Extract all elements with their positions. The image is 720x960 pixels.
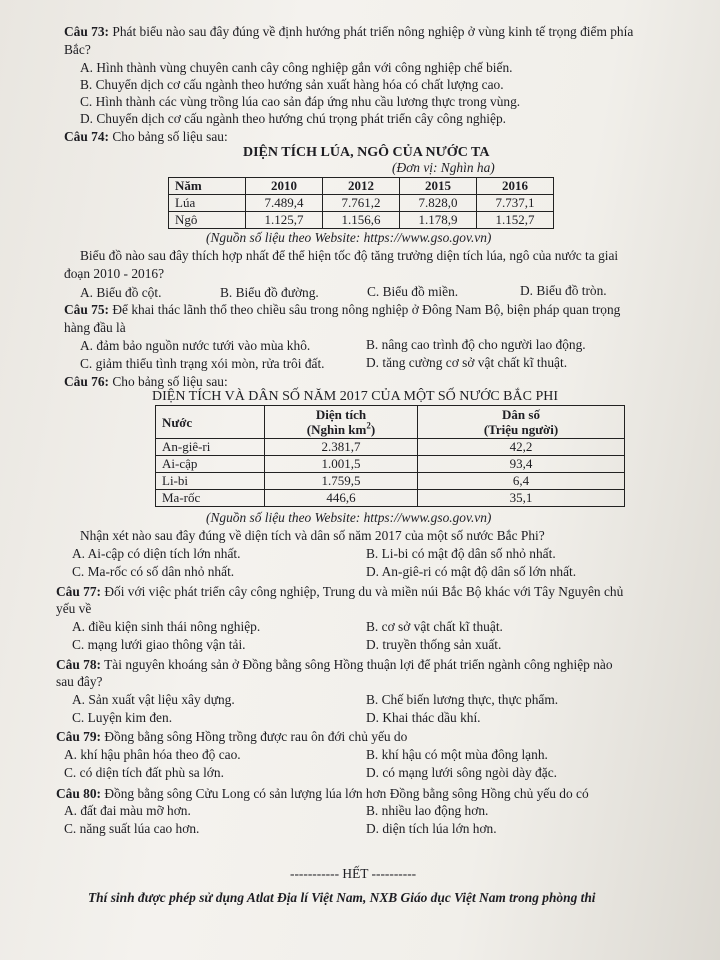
area-header: Diện tích: [315, 407, 367, 422]
table-cell: 7.489,4: [246, 195, 323, 212]
question-77: [56, 584, 623, 600]
table-cell: 35,1: [418, 490, 625, 507]
question-label: Câu 77:: [56, 584, 102, 599]
question-text: Đồng bằng sông Hồng trồng được rau ôn đới chủ yếu do: [104, 729, 408, 744]
table-row: [169, 212, 554, 229]
header-cell: Năm: [169, 178, 246, 195]
area-unit-text: (Nghìn km: [306, 422, 367, 437]
table-cell: An-giê-ri: [156, 439, 265, 456]
north-africa-table: [155, 405, 625, 507]
table-cell: Ma-rốc: [156, 490, 265, 507]
table-row: [156, 473, 625, 490]
header-cell: 2015: [400, 178, 477, 195]
option-c: C. Ma-rốc có số dân nhỏ nhất.: [72, 564, 235, 579]
option-c: C. Biểu đồ miền.: [367, 284, 459, 299]
table-cell: 1.178,9: [400, 212, 477, 229]
option-b: B. Chuyển dịch cơ cấu ngành theo hướng sản xuất hàng hóa có chất lượng cao.: [80, 77, 504, 92]
question-text: Phát biểu nào sau đây đúng về định hướng phát triển nông nghiệp ở vùng kinh tế trọng điểm phía: [112, 24, 634, 39]
question-73: [64, 24, 633, 40]
question-text: Đồng bằng sông Cửu Long có sản lượng lúa lớn hơn Đồng bằng sông Hồng chủ yếu do có: [104, 786, 589, 801]
population-unit: (Triệu người): [483, 422, 559, 437]
header-cell: [265, 406, 418, 439]
table-cell: Li-bi: [156, 473, 265, 490]
table-row: [169, 195, 554, 212]
table-cell: 7.737,1: [477, 195, 554, 212]
table-title: DIỆN TÍCH LÚA, NGÔ CỦA NƯỚC TA: [243, 145, 490, 160]
population-header: Dân số: [502, 407, 540, 422]
option-c: C. mạng lưới giao thông vận tải.: [72, 637, 246, 652]
table-cell: 1.156,6: [323, 212, 400, 229]
option-a: A. Ai-cập có diện tích lớn nhất.: [72, 546, 241, 561]
option-a: A. Biểu đồ cột.: [80, 285, 162, 300]
question-75-cont: hàng đầu là: [64, 320, 126, 335]
option-c: C. Hình thành các vùng trồng lúa cao sản đáp ứng nhu cầu lương thực trong vùng.: [80, 94, 521, 109]
question-text: Để khai thác lãnh thổ theo chiều sâu trong nông nghiệp ở Đông Nam Bộ, biện pháp quan trọng: [112, 302, 621, 317]
header-cell: Nước: [156, 406, 265, 439]
question-74-cont: đoạn 2010 - 2016?: [64, 266, 165, 281]
question-label: Câu 73:: [64, 24, 110, 39]
option-a: A. Sản xuất vật liệu xây dựng.: [72, 692, 235, 707]
table-source: (Nguồn số liệu theo Website: https://www.gso.gov.vn): [206, 510, 492, 525]
area-unit-close: ): [370, 422, 376, 437]
question-text: Tài nguyên khoáng sản ở Đồng bằng sông Hồng thuận lợi để phát triển ngành công nghiệp nào: [104, 657, 613, 672]
question-79: [56, 729, 407, 745]
table-cell: 93,4: [418, 456, 625, 473]
end-marker: ----------- HẾT ----------: [290, 866, 417, 881]
option-d: D. truyền thống sản xuất.: [366, 637, 502, 652]
question-label: Câu 79:: [56, 729, 102, 744]
table-cell: 2.381,7: [265, 439, 418, 456]
question-76-text: Nhận xét nào sau đây đúng về diện tích và dân số năm 2017 của một số nước Bắc Phi?: [80, 528, 545, 543]
question-label: Câu 74:: [64, 129, 110, 144]
question-77-cont: yếu về: [56, 601, 92, 616]
table-source: (Nguồn số liệu theo Website: https://www.gso.gov.vn): [206, 230, 492, 245]
area-unit-sup: 2: [366, 420, 371, 431]
question-text: Cho bảng số liệu sau:: [112, 374, 228, 389]
header-cell: 2016: [477, 178, 554, 195]
question-75: [64, 302, 620, 318]
option-b: B. Biểu đồ đường.: [220, 285, 319, 300]
option-d: D. có mạng lưới sông ngòi dày đặc.: [366, 765, 557, 780]
question-76: [64, 374, 228, 390]
option-d: D. Chuyển dịch cơ cấu ngành theo hướng chú trọng phát triển cây công nghiệp.: [80, 111, 507, 126]
table-row: [156, 439, 625, 456]
option-b: B. nâng cao trình độ cho người lao động.: [366, 337, 586, 352]
question-label: Câu 76:: [64, 374, 110, 389]
question-label: Câu 75:: [64, 302, 110, 317]
option-c: C. có diện tích đất phù sa lớn.: [64, 765, 224, 780]
option-c: C. năng suất lúa cao hơn.: [64, 821, 200, 836]
option-a: A. đảm bảo nguồn nước tưới vào mùa khô.: [80, 338, 311, 353]
table-cell: Lúa: [169, 195, 246, 212]
table-cell: 7.828,0: [400, 195, 477, 212]
option-a: A. điều kiện sinh thái nông nghiệp.: [72, 619, 261, 634]
option-d: D. diện tích lúa lớn hơn.: [366, 821, 497, 836]
table-cell: 1.125,7: [246, 212, 323, 229]
option-d: D. tăng cường cơ sở vật chất kĩ thuật.: [366, 355, 568, 370]
table-cell: Ngô: [169, 212, 246, 229]
table-cell: 446,6: [265, 490, 418, 507]
table-cell: 1.001,5: [265, 456, 418, 473]
option-d: D. Biểu đồ tròn.: [520, 283, 607, 298]
table-cell: Ai-cập: [156, 456, 265, 473]
option-d: D. Khai thác dầu khí.: [366, 710, 481, 725]
option-c: C. giảm thiểu tình trạng xói mòn, rửa trôi đất.: [80, 356, 325, 371]
table-cell: 42,2: [418, 439, 625, 456]
option-c: C. Luyện kim đen.: [72, 710, 173, 725]
table-cell: 1.152,7: [477, 212, 554, 229]
option-b: B. khí hậu có một mùa đông lạnh.: [366, 747, 548, 762]
option-a: A. khí hậu phân hóa theo độ cao.: [64, 747, 241, 762]
question-78: [56, 657, 613, 673]
question-label: Câu 78:: [56, 657, 102, 672]
question-73-cont: Bắc?: [64, 42, 91, 57]
question-80: [56, 786, 589, 802]
header-cell: 2010: [246, 178, 323, 195]
header-cell: [418, 406, 625, 439]
question-74-text: Biểu đồ nào sau đây thích hợp nhất để thể hiện tốc độ tăng trưởng diện tích lúa, ngô của nước ta giai: [80, 248, 619, 263]
table-row: [156, 456, 625, 473]
option-b: B. Li-bi có mật độ dân số nhỏ nhất.: [366, 546, 556, 561]
option-b: B. Chế biến lương thực, thực phẩm.: [366, 692, 559, 707]
option-a: A. Hình thành vùng chuyên canh cây công nghiệp gắn với công nghiệp chế biến.: [80, 60, 513, 75]
question-78-cont: sau đây?: [56, 674, 103, 689]
table-cell: 7.761,2: [323, 195, 400, 212]
table-cell: 6,4: [418, 473, 625, 490]
question-74: [64, 129, 228, 145]
rice-corn-table: [168, 177, 554, 229]
option-a: A. đất đai màu mỡ hơn.: [64, 803, 191, 818]
exam-note: Thí sinh được phép sử dụng Atlat Địa lí Việt Nam, NXB Giáo dục Việt Nam trong phòng thi: [88, 890, 596, 905]
header-cell: 2012: [323, 178, 400, 195]
question-text: Đối với việc phát triển cây công nghiệp, Trung du và miền núi Bắc Bộ khác với Tây Nguyên chủ: [104, 584, 624, 599]
question-text: Cho bảng số liệu sau:: [112, 129, 228, 144]
table-header-row: [169, 178, 554, 195]
table-unit: (Đơn vị: Nghìn ha): [392, 160, 495, 175]
table-row: [156, 490, 625, 507]
option-b: B. nhiều lao động hơn.: [366, 803, 489, 818]
area-unit: [271, 422, 411, 437]
option-b: B. cơ sở vật chất kĩ thuật.: [366, 619, 503, 634]
table-title: DIỆN TÍCH VÀ DÂN SỐ NĂM 2017 CỦA MỘT SỐ NƯỚC BẮC PHI: [152, 389, 559, 404]
question-label: Câu 80:: [56, 786, 102, 801]
table-cell: 1.759,5: [265, 473, 418, 490]
option-d: D. An-giê-ri có mật độ dân số lớn nhất.: [366, 564, 577, 579]
table-header-row: [156, 406, 625, 439]
